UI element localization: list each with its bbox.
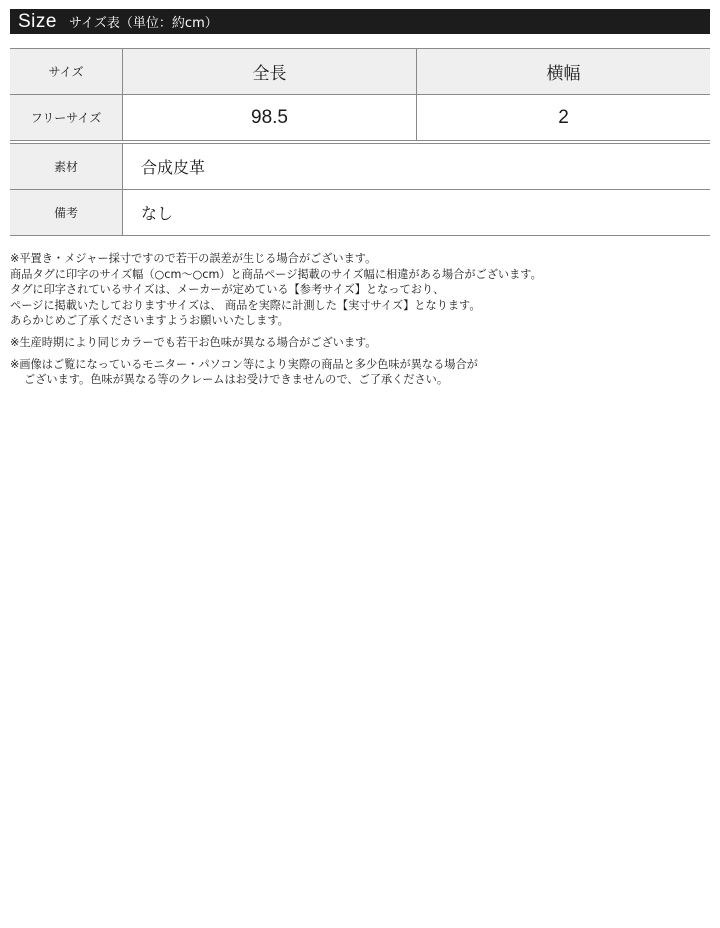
table-row [10, 144, 710, 190]
table-row [10, 95, 710, 141]
size-table-header-row [10, 48, 710, 95]
column-header-width: 横幅 [417, 49, 710, 94]
size-table [10, 48, 710, 236]
notes-section [10, 251, 710, 388]
size-table-header [10, 9, 710, 34]
note-line: あらかじめご了承くださいますようお願いいたします。 [10, 314, 289, 328]
note-line: ※平置き・メジャー採寸ですので若干の誤差が生じる場合がございます。 [10, 252, 377, 265]
value-width: 2 [558, 106, 569, 128]
note-line: 商品タグに印字のサイズ幅（○cm～○cm）と商品ページ掲載のサイズ幅に相違がある場合がございます。 [10, 267, 542, 281]
size-label-header: サイズ [10, 49, 123, 94]
column-header-length: 全長 [123, 49, 417, 94]
remarks-value: なし [141, 204, 174, 223]
note-line: ※画像はご覧になっているモニター・パソコン等により実際の商品と多少色味が異なる場合が [10, 357, 478, 371]
value-length: 98.5 [123, 95, 417, 140]
note-line: タグに印字されているサイズは、メーカーが定めている【参考サイズ】となっており、 [10, 283, 445, 297]
note-line: ※生産時期により同じカラーでも若干お色味が異なる場合がございます。 [10, 335, 377, 349]
note-line: ページに掲載いたしておりますサイズは、 商品を実際に計測した【実寸サイズ】となります。 [10, 298, 481, 312]
note-line: ございます。色味が異なる等のクレームはお受けできませんので、ご了承ください。 [24, 373, 449, 387]
material-value: 合成皮革 [141, 158, 206, 177]
row-label-free-size: フリーサイズ [10, 95, 123, 140]
remarks-label: 備考 [10, 190, 123, 235]
table-row [10, 190, 710, 236]
size-table-subtitle: サイズ表（単位：約cm） [68, 16, 218, 31]
material-label: 素材 [10, 144, 123, 189]
size-title: Size [18, 10, 57, 32]
